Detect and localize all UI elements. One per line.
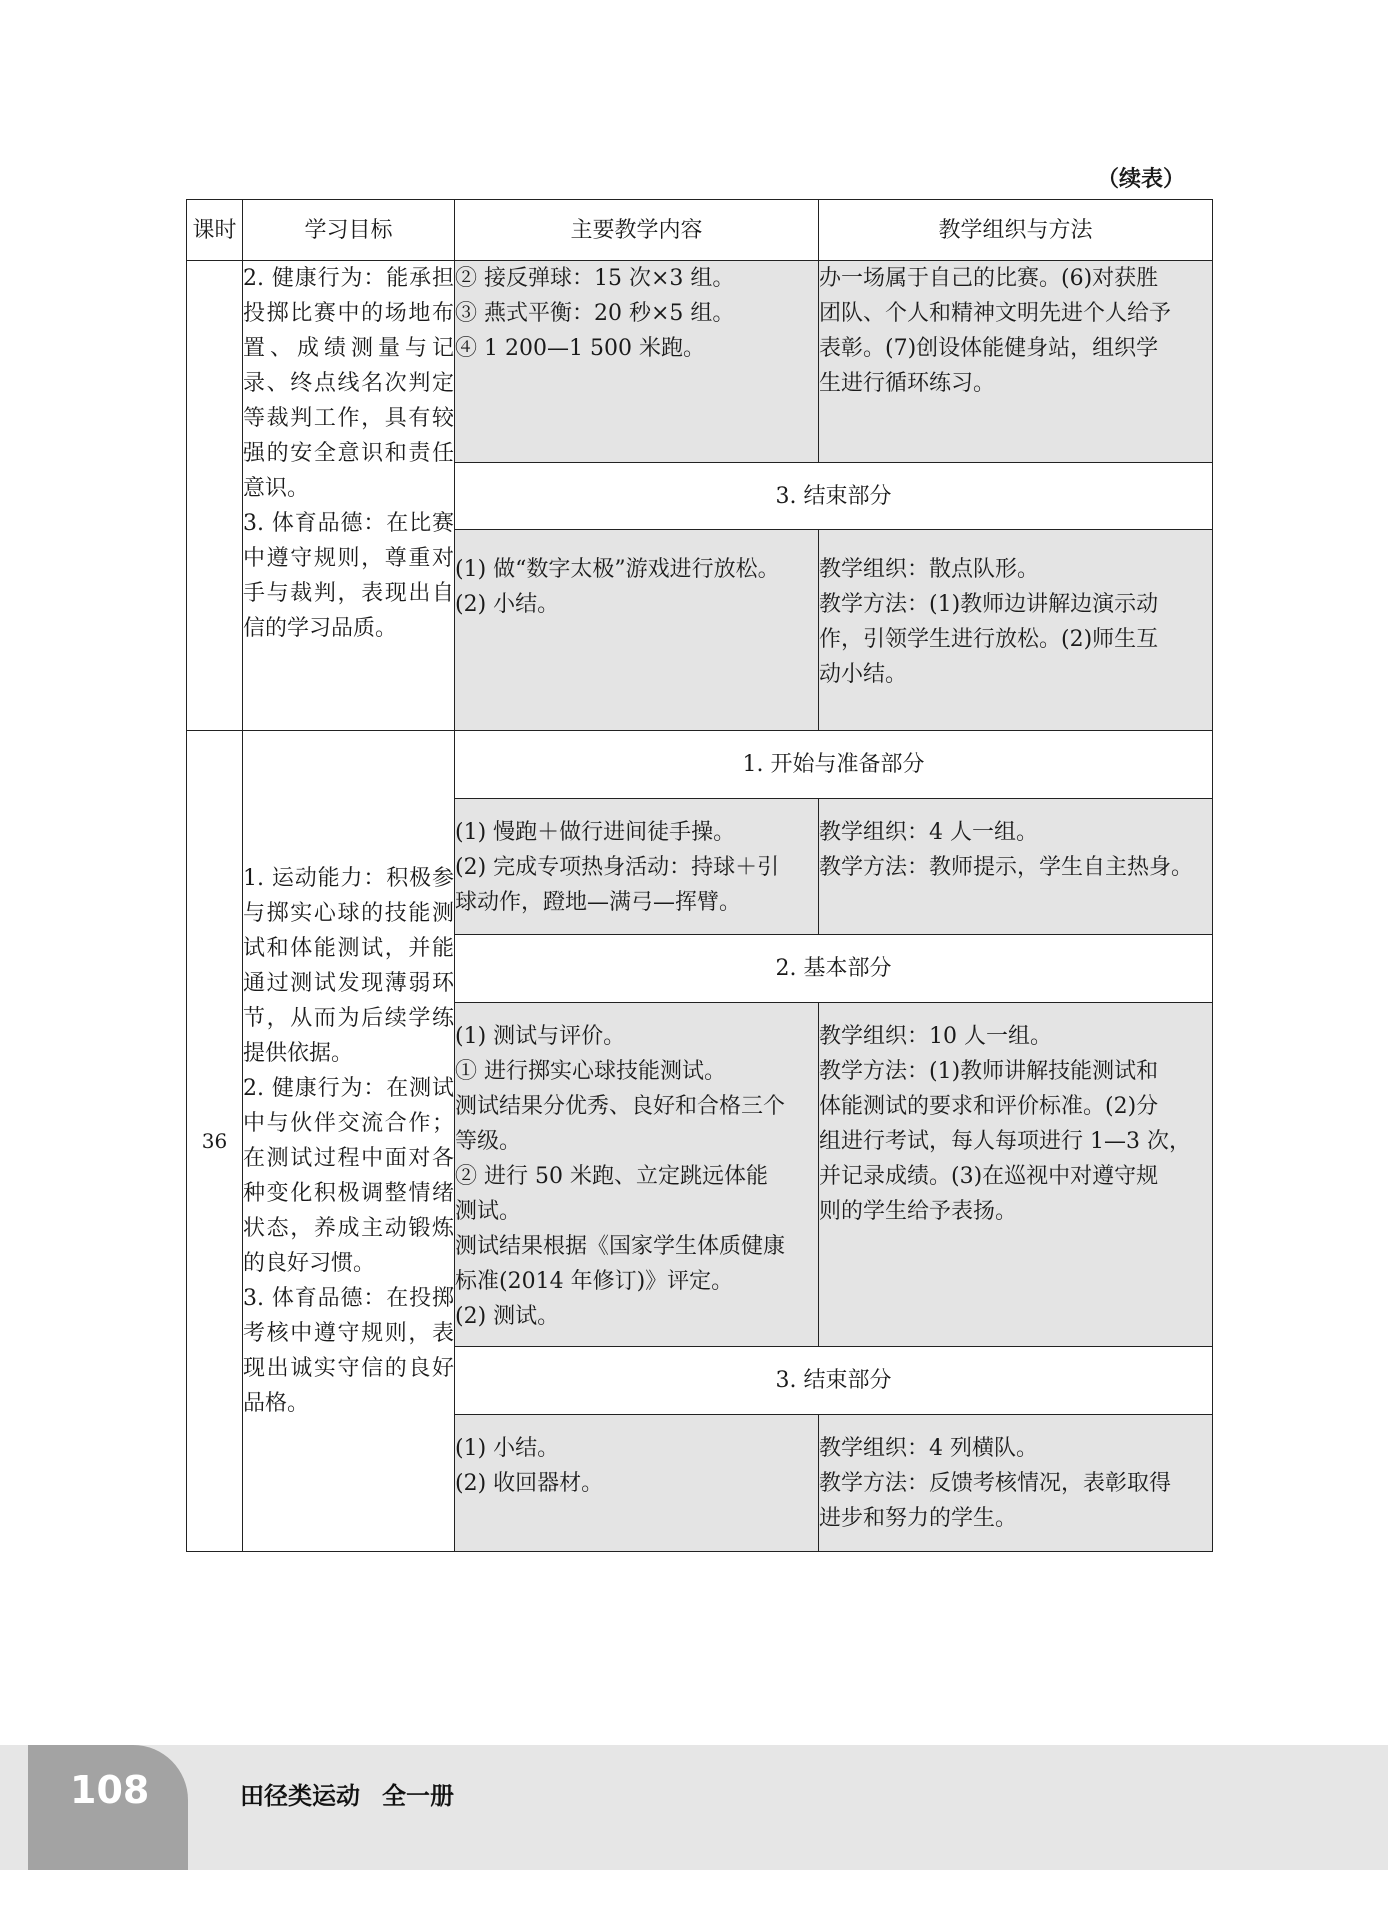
method-line: 表彰。(7)创设体能健身站，组织学	[819, 336, 1159, 361]
content-line: (2) 测试。	[455, 1304, 560, 1329]
content-cell	[455, 530, 819, 731]
content-line: 测试。	[455, 1199, 522, 1224]
goals-cell	[243, 731, 455, 1552]
book-volume: 全一册	[382, 1782, 454, 1810]
content-line: ④ 1 200—1 500 米跑。	[455, 336, 705, 361]
content-line: ② 接反弹球：15 次×3 组。	[455, 266, 735, 291]
method-line: 教学方法：(1)教师讲解技能测试和	[819, 1059, 1159, 1084]
table-row	[187, 731, 1213, 799]
content-line: 测试结果根据《国家学生体质健康	[455, 1234, 786, 1259]
table-row	[187, 261, 1213, 463]
method-cell	[819, 261, 1213, 463]
section-heading: 3. 结束部分	[455, 463, 1213, 530]
goal-item: 3. 体育品德：在投掷考核中遵守规则，表现出诚实守信的良好品格。	[243, 1286, 454, 1416]
header-row	[187, 200, 1213, 261]
goals-cell	[243, 261, 455, 731]
method-line: 教学方法：教师提示，学生自主热身。	[819, 855, 1194, 880]
book-title	[240, 1776, 476, 1811]
footer-bar	[0, 1745, 1388, 1870]
book-title-name: 田径类运动	[240, 1782, 360, 1810]
content-line: ③ 燕式平衡：20 秒×5 组。	[455, 301, 735, 326]
goal-item: 2. 健康行为：在测试中与伙伴交流合作；在测试过程中面对各种变化积极调整情绪状态，养成主动锻炼的良好习惯。	[243, 1076, 454, 1276]
goal-item: 3. 体育品德：在比赛中遵守规则，尊重对手与裁判，表现出自信的学习品质。	[243, 511, 454, 641]
content-line: (2) 小结。	[455, 592, 560, 617]
lesson-plan-table	[186, 199, 1213, 1552]
method-line: 教学组织：4 列横队。	[819, 1436, 1038, 1461]
header-goals: 学习目标	[243, 200, 455, 261]
section-heading: 3. 结束部分	[455, 1347, 1213, 1415]
method-line: 办一场属于自己的比赛。(6)对获胜	[819, 266, 1159, 291]
method-line: 体能测试的要求和评价标准。(2)分	[819, 1094, 1159, 1119]
page-number: 108	[70, 1768, 150, 1812]
content-line: 标准(2014 年修订)》评定。	[455, 1269, 734, 1294]
method-cell	[819, 530, 1213, 731]
content-line: (1) 做“数字太极”游戏进行放松。	[455, 557, 780, 582]
method-line: 进步和努力的学生。	[819, 1506, 1018, 1531]
content-line: (1) 慢跑＋做行进间徒手操。	[455, 820, 736, 845]
method-line: 生进行循环练习。	[819, 371, 996, 396]
method-line: 动小结。	[819, 662, 908, 687]
goal-item: 2. 健康行为：能承担投掷比赛中的场地布置、成绩测量与记录、终点线名次判定等裁判工作，具有较强的安全意识和责任意识。	[243, 266, 454, 501]
method-cell	[819, 799, 1213, 935]
method-cell	[819, 1415, 1213, 1552]
method-cell	[819, 1003, 1213, 1347]
goal-item: 1. 运动能力：积极参与掷实心球的技能测试和体能测试，并能通过测试发现薄弱环节，从而为后续学练提供依据。	[243, 866, 454, 1066]
content-cell	[455, 799, 819, 935]
content-cell	[455, 1003, 819, 1347]
period-cell	[187, 261, 243, 731]
content-line: (1) 测试与评价。	[455, 1024, 626, 1049]
period-cell: 36	[187, 731, 243, 1552]
content-line: (1) 小结。	[455, 1436, 560, 1461]
method-line: 组进行考试，每人每项进行 1—3 次，	[819, 1129, 1191, 1154]
method-line: 作，引领学生进行放松。(2)师生互	[819, 627, 1159, 652]
method-line: 教学组织：4 人一组。	[819, 820, 1038, 845]
continued-table-label: （续表）	[1096, 167, 1185, 192]
header-method: 教学组织与方法	[819, 200, 1213, 261]
method-line: 教学组织：10 人一组。	[819, 1024, 1052, 1049]
method-line: 则的学生给予表扬。	[819, 1199, 1018, 1224]
content-line: ② 进行 50 米跑、立定跳远体能	[455, 1164, 768, 1189]
header-period: 课时	[187, 200, 243, 261]
content-line: 等级。	[455, 1129, 522, 1154]
content-line: (2) 收回器材。	[455, 1471, 604, 1496]
method-line: 并记录成绩。(3)在巡视中对遵守规	[819, 1164, 1159, 1189]
content-cell	[455, 261, 819, 463]
content-line: 测试结果分优秀、良好和合格三个	[455, 1094, 786, 1119]
section-heading: 2. 基本部分	[455, 935, 1213, 1003]
method-line: 教学方法：(1)教师边讲解边演示动	[819, 592, 1159, 617]
content-line: (2) 完成专项热身活动：持球＋引	[455, 855, 780, 880]
content-line: 球动作，蹬地—满弓—挥臂。	[455, 890, 742, 915]
content-line: ① 进行掷实心球技能测试。	[455, 1059, 726, 1084]
content-cell	[455, 1415, 819, 1552]
method-line: 教学方法：反馈考核情况，表彰取得	[819, 1471, 1172, 1496]
section-heading: 1. 开始与准备部分	[455, 731, 1213, 799]
method-line: 团队、个人和精神文明先进个人给予	[819, 301, 1172, 326]
header-content: 主要教学内容	[455, 200, 819, 261]
method-line: 教学组织：散点队形。	[819, 557, 1040, 582]
